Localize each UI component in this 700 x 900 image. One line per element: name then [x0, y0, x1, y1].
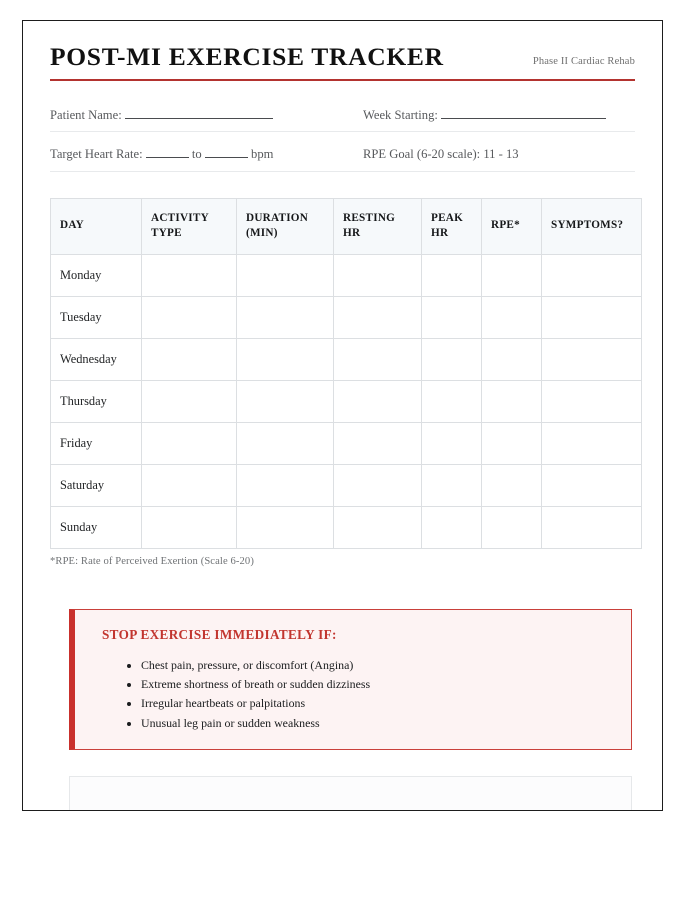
- cell-activity[interactable]: [142, 338, 237, 380]
- exercise-log-table: [50, 198, 642, 549]
- cell-symptoms[interactable]: [542, 506, 642, 548]
- cell-rpe[interactable]: [482, 464, 542, 506]
- cell-rpe[interactable]: [482, 506, 542, 548]
- title-accent-rule: [50, 79, 635, 81]
- list-item: • Chest pain, pressure, or discomfort (Angina): [141, 656, 615, 675]
- target-heart-rate-label: Target Heart Rate:: [50, 147, 143, 162]
- patient-info-block: [50, 106, 635, 172]
- cell-peak-hr[interactable]: [422, 380, 482, 422]
- cell-symptoms[interactable]: [542, 338, 642, 380]
- cell-day: Monday: [51, 254, 142, 296]
- cell-rpe[interactable]: [482, 380, 542, 422]
- cell-day: Saturday: [51, 464, 142, 506]
- table-row: [51, 254, 642, 296]
- table-row: [51, 338, 642, 380]
- column-header-day: DAY: [51, 198, 142, 254]
- cell-activity[interactable]: [142, 422, 237, 464]
- rpe-goal-field: [355, 145, 635, 163]
- cell-activity[interactable]: [142, 254, 237, 296]
- cell-rpe[interactable]: [482, 422, 542, 464]
- column-header-rpe: RPE*: [482, 198, 542, 254]
- cell-duration[interactable]: [237, 422, 334, 464]
- cell-day: Friday: [51, 422, 142, 464]
- cell-resting-hr[interactable]: [334, 338, 422, 380]
- warning-list: [97, 656, 615, 734]
- cell-peak-hr[interactable]: [422, 464, 482, 506]
- document-header: [50, 43, 635, 77]
- document-subtitle: Phase II Cardiac Rehab: [532, 56, 635, 68]
- cell-activity[interactable]: [142, 506, 237, 548]
- week-starting-input[interactable]: [441, 107, 606, 119]
- warning-heading: STOP EXERCISE IMMEDIATELY IF:: [102, 626, 337, 642]
- patient-info-row: [50, 106, 635, 132]
- document-page: [22, 20, 663, 811]
- cell-symptoms[interactable]: [542, 380, 642, 422]
- cell-day: Thursday: [51, 380, 142, 422]
- table-row: [51, 380, 642, 422]
- cell-rpe[interactable]: [482, 254, 542, 296]
- table-row: [51, 296, 642, 338]
- week-starting-label: Week Starting:: [363, 108, 438, 123]
- cell-peak-hr[interactable]: [422, 254, 482, 296]
- cell-peak-hr[interactable]: [422, 296, 482, 338]
- target-hr-unit-label: bpm: [251, 147, 274, 162]
- cell-duration[interactable]: [237, 464, 334, 506]
- cell-day: Wednesday: [51, 338, 142, 380]
- target-heart-rate-field[interactable]: [50, 145, 355, 163]
- cell-symptoms[interactable]: [542, 254, 642, 296]
- cell-resting-hr[interactable]: [334, 464, 422, 506]
- next-section-panel: [69, 776, 632, 811]
- table-footnote: *RPE: Rate of Perceived Exertion (Scale 6-20): [50, 555, 254, 567]
- cell-duration[interactable]: [237, 254, 334, 296]
- cell-duration[interactable]: [237, 506, 334, 548]
- table-body: [51, 254, 642, 548]
- patient-name-input[interactable]: [125, 107, 273, 119]
- column-header-resting-hr: RESTING HR: [334, 198, 422, 254]
- cell-duration[interactable]: [237, 380, 334, 422]
- page-title: POST-MI EXERCISE TRACKER: [50, 42, 444, 71]
- patient-info-row: [50, 145, 635, 171]
- rpe-goal-value: 11 - 13: [483, 147, 519, 162]
- target-hr-low-input[interactable]: [146, 146, 189, 158]
- table-header-row: [51, 198, 642, 254]
- table-row: [51, 464, 642, 506]
- cell-duration[interactable]: [237, 296, 334, 338]
- patient-name-label: Patient Name:: [50, 108, 122, 123]
- table-row: [51, 422, 642, 464]
- cell-symptoms[interactable]: [542, 422, 642, 464]
- cell-duration[interactable]: [237, 338, 334, 380]
- table-header: [51, 198, 642, 254]
- patient-name-field[interactable]: [50, 106, 355, 124]
- cell-rpe[interactable]: [482, 296, 542, 338]
- list-item: • Unusual leg pain or sudden weakness: [141, 714, 615, 733]
- cell-peak-hr[interactable]: [422, 506, 482, 548]
- cell-rpe[interactable]: [482, 338, 542, 380]
- column-header-activity: ACTIVITY TYPE: [142, 198, 237, 254]
- week-starting-field[interactable]: [355, 106, 635, 124]
- cell-symptoms[interactable]: [542, 296, 642, 338]
- list-item: • Extreme shortness of breath or sudden dizziness: [141, 675, 615, 694]
- cell-activity[interactable]: [142, 380, 237, 422]
- cell-resting-hr[interactable]: [334, 422, 422, 464]
- cell-peak-hr[interactable]: [422, 338, 482, 380]
- column-header-symptoms: SYMPTOMS?: [542, 198, 642, 254]
- column-header-duration: DURATION (MIN): [237, 198, 334, 254]
- cell-activity[interactable]: [142, 464, 237, 506]
- column-header-peak-hr: PEAK HR: [422, 198, 482, 254]
- cell-day: Sunday: [51, 506, 142, 548]
- cell-symptoms[interactable]: [542, 464, 642, 506]
- table-row: [51, 506, 642, 548]
- rpe-goal-label: RPE Goal (6-20 scale):: [363, 147, 481, 162]
- list-item: • Irregular heartbeats or palpitations: [141, 694, 615, 713]
- cell-activity[interactable]: [142, 296, 237, 338]
- warning-callout: [69, 609, 632, 751]
- target-hr-high-input[interactable]: [205, 146, 248, 158]
- cell-day: Tuesday: [51, 296, 142, 338]
- target-hr-range-separator: to: [191, 147, 202, 162]
- cell-resting-hr[interactable]: [334, 296, 422, 338]
- cell-peak-hr[interactable]: [422, 422, 482, 464]
- cell-resting-hr[interactable]: [334, 254, 422, 296]
- cell-resting-hr[interactable]: [334, 506, 422, 548]
- cell-resting-hr[interactable]: [334, 380, 422, 422]
